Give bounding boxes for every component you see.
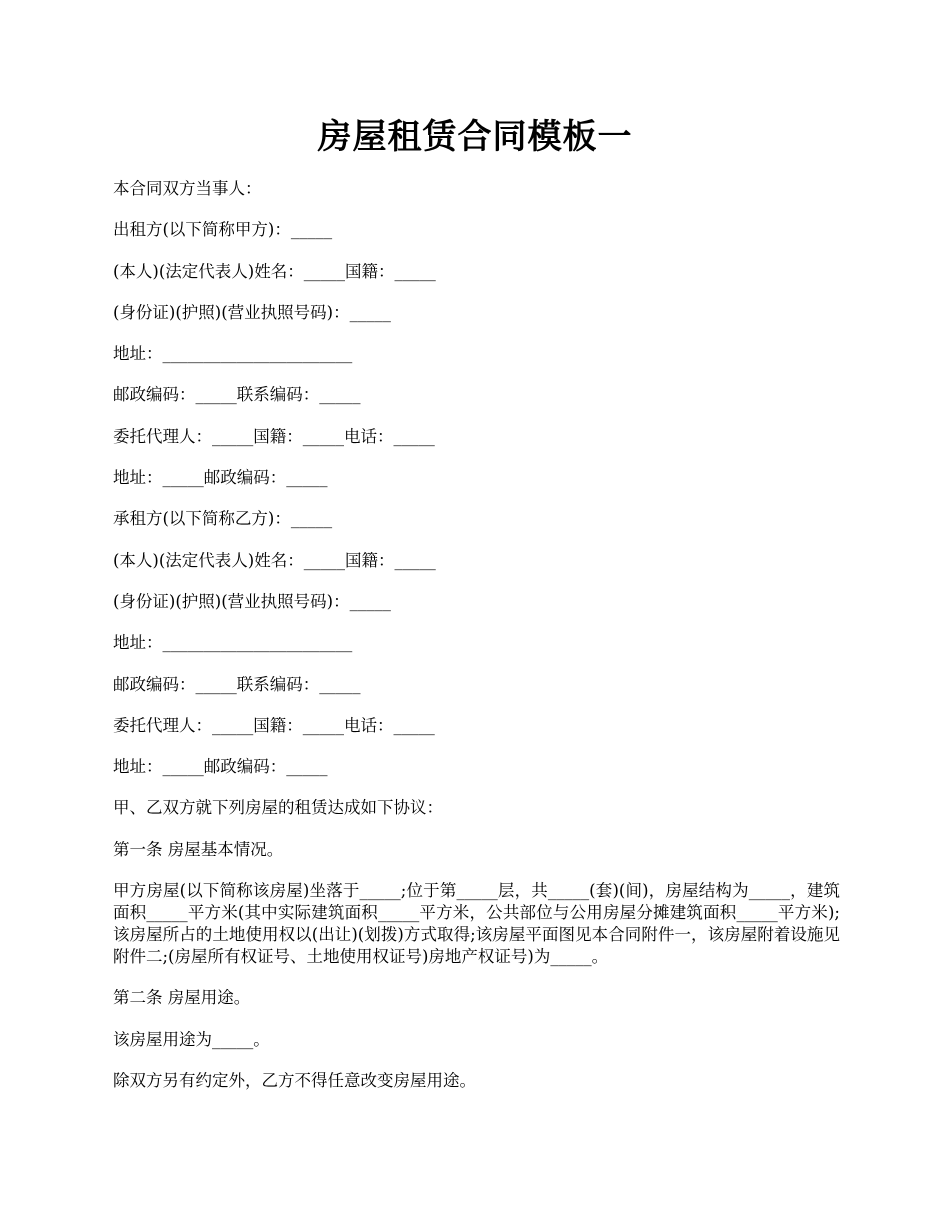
paragraph-lessee-agent: 委托代理人：_____国籍：_____电话：_____ [113, 715, 435, 735]
paragraph-parties-intro: 本合同双方当事人： [113, 179, 262, 198]
article-2-heading: 第二条 房屋用途。 [113, 988, 251, 1008]
paragraph-lessor-name: (本人)(法定代表人)姓名：_____国籍：_____ [113, 261, 436, 281]
document-body [113, 178, 840, 1111]
paragraph-lessor-agent-address: 地址：_____邮政编码：_____ [113, 468, 328, 488]
paragraph-lessor-postcode: 邮政编码：_____联系编码：_____ [113, 385, 361, 405]
paragraph-lessee: 承租方(以下简称乙方)：_____ [113, 509, 333, 529]
paragraph-lessor-agent: 委托代理人：_____国籍：_____电话：_____ [113, 426, 435, 446]
paragraph-lessee-postcode: 邮政编码：_____联系编码：_____ [113, 674, 361, 694]
paragraph-lessee-address: 地址：_______________________ [113, 633, 353, 653]
article-2-body: 该房屋用途为_____。 [113, 1029, 270, 1049]
paragraph-agreement-intro: 甲、乙双方就下列房屋的租赁达成如下协议： [113, 798, 443, 818]
paragraph-lessee-agent-address: 地址：_____邮政编码：_____ [113, 757, 328, 777]
paragraph-lessee-name: (本人)(法定代表人)姓名：_____国籍：_____ [113, 550, 436, 570]
paragraph-lessor-address: 地址：_______________________ [113, 344, 353, 364]
article-2-restriction: 除双方另有约定外，乙方不得任意改变房屋用途。 [113, 1070, 476, 1090]
document-title: 房屋租赁合同模板一 [317, 117, 633, 157]
paragraph-lessee-id: (身份证)(护照)(营业执照号码)：_____ [113, 591, 391, 611]
paragraph-lessor: 出租方(以下简称甲方)：_____ [113, 220, 333, 240]
paragraph-lessor-id: (身份证)(护照)(营业执照号码)：_____ [113, 302, 391, 322]
article-1-body: 甲方房屋(以下简称该房屋)坐落于_____;位于第_____层，共_____(套)(间)，房屋结构为_____，建筑面积_____平方米(其中实际建筑面积_____平方米，公共部位与公用房屋分摊建筑面积_____平方米);该房屋所占的土地使用权以(出让)(划拨)方式取得;该房屋平面图见本合同附件一，该房屋附着设施见附件二;(房屋所有权证号、土地使用权证号)房地产权证号)为_____。 [113, 881, 840, 967]
article-1-heading: 第一条 房屋基本情况。 [113, 839, 284, 859]
